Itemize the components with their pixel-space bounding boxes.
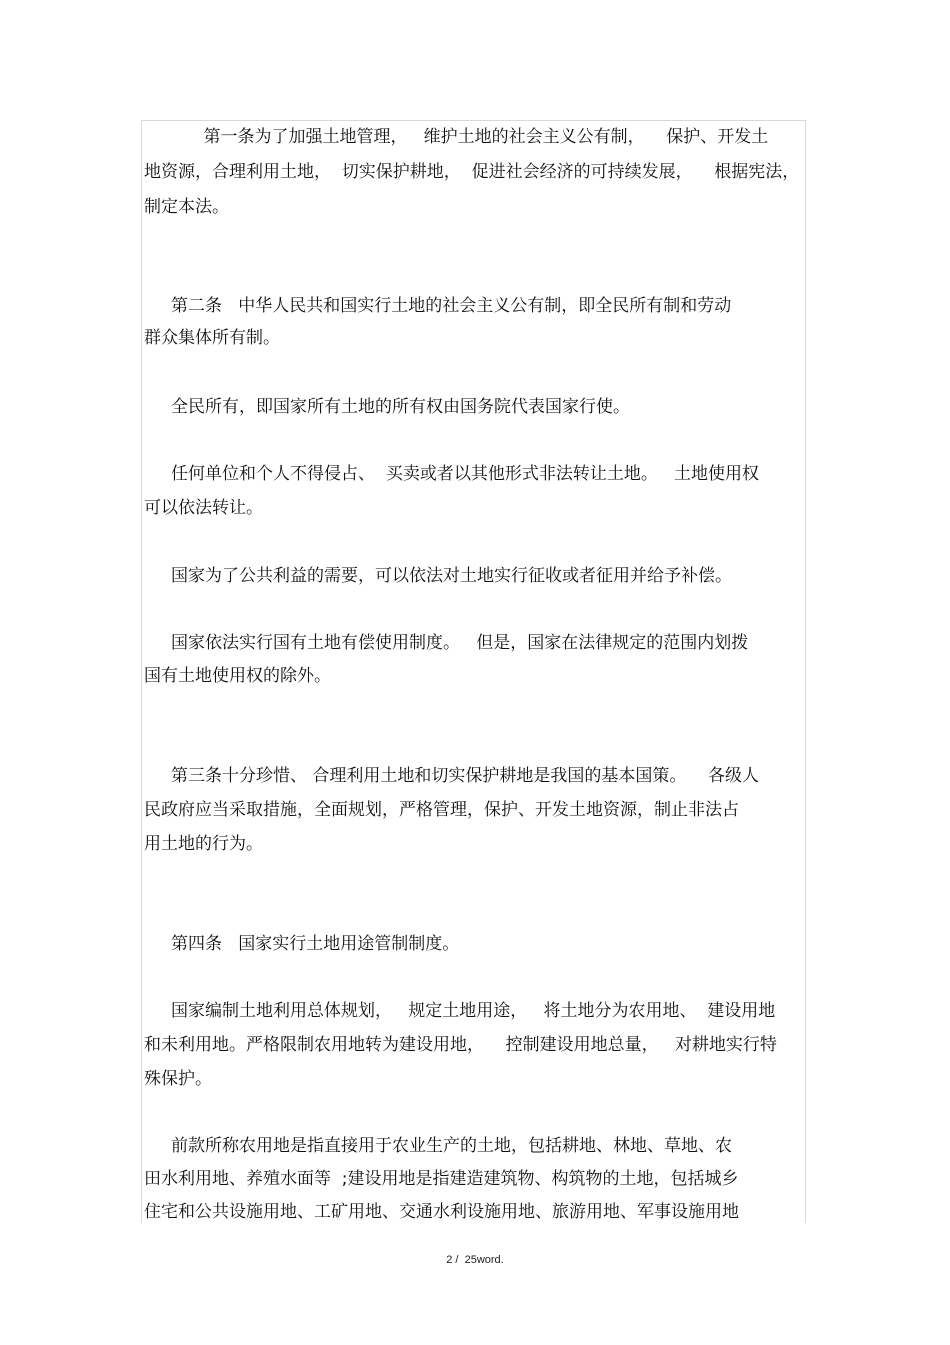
text-line: 国家编制土地利用总体规划， 规定土地用途， 将土地分为农用地、 建设用地 [144, 1001, 776, 1021]
text-line: 全民所有，即国家所有土地的所有权由国务院代表国家行使。 [144, 397, 631, 417]
text-line: 地资源，合理利用土地， 切实保护耕地， 促进社会经济的可持续发展， 根据宪法， [144, 162, 800, 182]
text-line: 任何单位和个人不得侵占、 买卖或者以其他形式非法转让土地。 土地使用权 [144, 464, 760, 484]
text-line: 殊保护。 [144, 1069, 212, 1089]
text-line: 国家依法实行国有土地有偿使用制度。 但是，国家在法律规定的范围内划拨 [144, 633, 749, 653]
text-line: 国家为了公共利益的需要，可以依法对土地实行征收或者征用并给予补偿。 [144, 566, 733, 586]
text-line: 前款所称农用地是指直接用于农业生产的土地，包括耕地、林地、草地、农 [144, 1136, 733, 1156]
text-line: 住宅和公共设施用地、工矿用地、交通水利设施用地、旅游用地、军事设施用地 [144, 1202, 739, 1222]
text-line: 民政府应当采取措施，全面规划，严格管理，保护、开发土地资源，制止非法占 [144, 800, 739, 820]
text-line: 可以依法转让。 [144, 498, 263, 518]
text-line: 制定本法。 [144, 197, 229, 217]
page-number: 2 / 25word. [446, 1254, 504, 1266]
text-line: 国有土地使用权的除外。 [144, 666, 331, 686]
text-line: 第一条为了加强土地管理， 维护土地的社会主义公有制， 保护、开发土 [144, 127, 769, 147]
text-line: 群众集体所有制。 [144, 328, 280, 348]
text-line: 田水利用地、养殖水面等 ;建设用地是指建造建筑物、构筑物的土地，包括城乡 [144, 1169, 739, 1189]
text-line: 和未利用地。严格限制农用地转为建设用地， 控制建设用地总量， 对耕地实行特 [144, 1035, 777, 1055]
text-line: 第二条 中华人民共和国实行土地的社会主义公有制，即全民所有制和劳动 [144, 296, 732, 316]
text-line: 第三条十分珍惜、 合理利用土地和切实保护耕地是我国的基本国策。 各级人 [144, 766, 760, 786]
text-line: 第四条 国家实行土地用途管制制度。 [144, 934, 460, 954]
text-line: 用土地的行为。 [144, 834, 263, 854]
